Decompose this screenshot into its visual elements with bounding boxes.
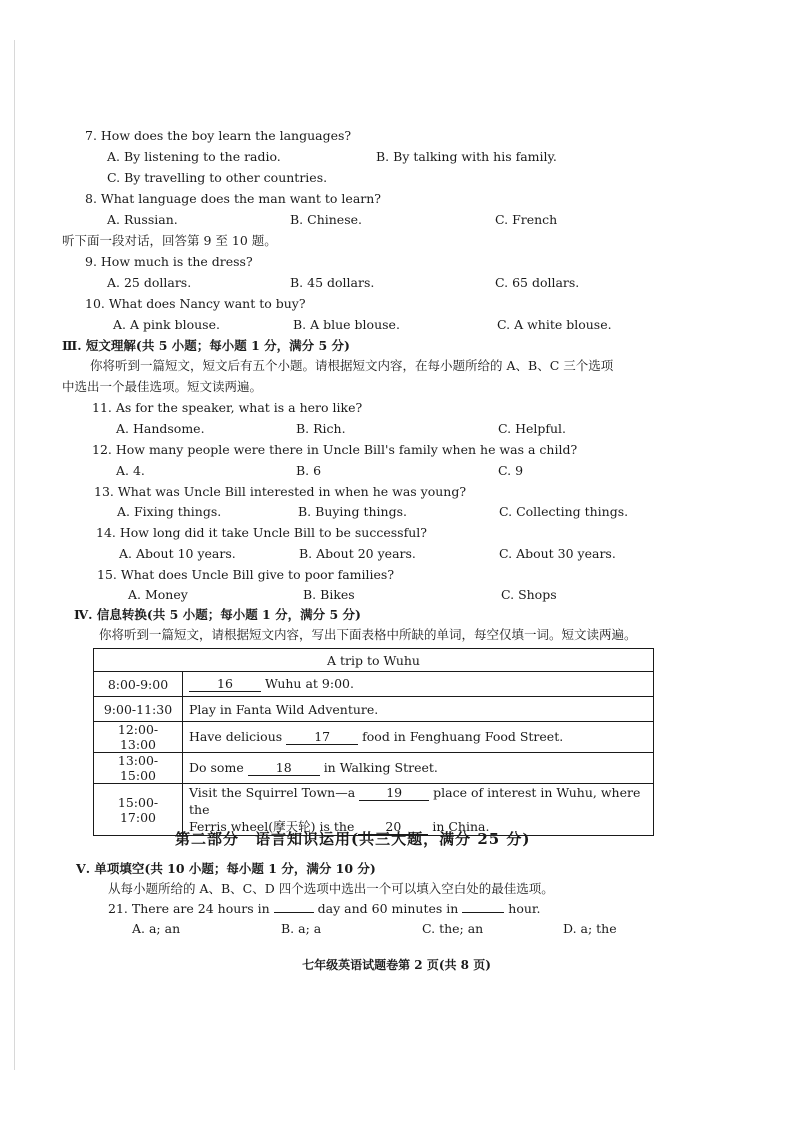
activity-text: Have delicious bbox=[189, 729, 283, 744]
answer-blank-21b[interactable] bbox=[462, 912, 504, 913]
question-13-stem: 13. What was Uncle Bill interested in when he was young? bbox=[94, 484, 467, 499]
question-12-option-a: A. 4. bbox=[116, 463, 145, 478]
question-8-option-c: C. French bbox=[495, 212, 558, 227]
part-2-heading: 第二部分 语言知识运用(共三大题，满分 25 分) bbox=[175, 830, 531, 848]
table-title: A trip to Wuhu bbox=[94, 649, 654, 672]
scan-edge-line bbox=[14, 40, 15, 1070]
answer-blank-17[interactable]: 17 bbox=[286, 730, 358, 745]
question-21-option-a: A. a; an bbox=[132, 921, 181, 936]
activity-text: Wuhu at 9:00. bbox=[264, 676, 354, 691]
activity-cell bbox=[183, 753, 654, 784]
information-table bbox=[93, 648, 654, 836]
question-21-stem-part: 21. There are 24 hours in bbox=[108, 901, 270, 916]
question-11-option-a: A. Handsome. bbox=[116, 421, 205, 436]
question-14-stem: 14. How long did it take Uncle Bill to be successful? bbox=[96, 525, 427, 540]
question-7-option-b: B. By talking with his family. bbox=[376, 149, 557, 164]
question-11-option-c: C. Helpful. bbox=[498, 421, 567, 436]
question-8-option-b: B. Chinese. bbox=[290, 212, 362, 227]
table-row bbox=[94, 722, 654, 753]
question-7-option-c: C. By travelling to other countries. bbox=[107, 170, 328, 185]
activity-text: Visit the Squirrel Town—a bbox=[189, 785, 356, 800]
question-13-option-b: B. Buying things. bbox=[298, 504, 407, 519]
question-9-option-a: A. 25 dollars. bbox=[107, 275, 192, 290]
activity-text: Ferris wheel(摩天轮) is the bbox=[189, 819, 355, 834]
activity-cell bbox=[183, 672, 654, 697]
section-5-title: Ⅴ. 单项填空(共 10 小题；每小题 1 分，满分 10 分) bbox=[76, 861, 376, 876]
question-15-stem: 15. What does Uncle Bill give to poor families? bbox=[97, 567, 395, 582]
question-21-option-c: C. the; an bbox=[422, 921, 484, 936]
question-13-option-a: A. Fixing things. bbox=[117, 504, 222, 519]
activity-text: Do some bbox=[189, 760, 244, 775]
question-12-option-b: B. 6 bbox=[296, 463, 322, 478]
question-11-stem: 11. As for the speaker, what is a hero like? bbox=[92, 400, 363, 415]
activity-text: in Walking Street. bbox=[323, 760, 438, 775]
section-3-instruction-line2: 中选出一个最佳选项。短文读两遍。 bbox=[62, 379, 263, 394]
question-10-option-b: B. A blue blouse. bbox=[293, 317, 400, 332]
time-cell: 12:00-13:00 bbox=[94, 722, 183, 753]
question-8-option-a: A. Russian. bbox=[107, 212, 178, 227]
question-14-option-a: A. About 10 years. bbox=[119, 546, 236, 561]
question-13-option-c: C. Collecting things. bbox=[499, 504, 629, 519]
activity-text: food in Fenghuang Food Street. bbox=[362, 729, 564, 744]
question-9-stem: 9. How much is the dress? bbox=[85, 254, 253, 269]
page-footer: 七年级英语试题卷第 2 页(共 8 页) bbox=[302, 958, 491, 972]
question-21-option-d: D. a; the bbox=[563, 921, 617, 936]
table-row bbox=[94, 697, 654, 722]
activity-text: place of interest in Wuhu, where the bbox=[189, 785, 641, 817]
question-21-stem bbox=[108, 901, 541, 917]
time-cell: 9:00-11:30 bbox=[94, 697, 183, 722]
activity-text: in China. bbox=[432, 819, 490, 834]
question-12-option-c: C. 9 bbox=[498, 463, 524, 478]
activity-cell: Play in Fanta Wild Adventure. bbox=[183, 697, 654, 722]
answer-blank-21a[interactable] bbox=[274, 912, 314, 913]
section-3-title: Ⅲ. 短文理解(共 5 小题；每小题 1 分，满分 5 分) bbox=[62, 338, 350, 353]
question-9-option-c: C. 65 dollars. bbox=[495, 275, 580, 290]
question-10-stem: 10. What does Nancy want to buy? bbox=[85, 296, 306, 311]
section-4-title: Ⅳ. 信息转换(共 5 小题；每小题 1 分，满分 5 分) bbox=[74, 607, 361, 622]
question-21-stem-part: day and 60 minutes in bbox=[317, 901, 459, 916]
section-3-instruction-line1: 你将听到一篇短文，短文后有五个小题。请根据短文内容，在每小题所给的 A、B、C 三个选项 bbox=[90, 358, 614, 373]
table-row bbox=[94, 672, 654, 697]
answer-blank-19[interactable]: 19 bbox=[359, 786, 429, 801]
question-21-stem-part: hour. bbox=[508, 901, 541, 916]
question-12-stem: 12. How many people were there in Uncle Bill's family when he was a child? bbox=[92, 442, 578, 457]
table-row bbox=[94, 753, 654, 784]
question-15-option-c: C. Shops bbox=[501, 587, 557, 602]
section-5-instruction: 从每小题所给的 A、B、C、D 四个选项中选出一个可以填入空白处的最佳选项。 bbox=[108, 881, 554, 896]
instruction-9-10: 听下面一段对话，回答第 9 至 10 题。 bbox=[62, 233, 277, 248]
question-10-option-a: A. A pink blouse. bbox=[113, 317, 220, 332]
time-cell: 13:00-15:00 bbox=[94, 753, 183, 784]
answer-blank-16[interactable]: 16 bbox=[189, 677, 261, 692]
question-7-option-a: A. By listening to the radio. bbox=[107, 149, 281, 164]
question-14-option-c: C. About 30 years. bbox=[499, 546, 616, 561]
time-cell: 8:00-9:00 bbox=[94, 672, 183, 697]
question-7-stem: 7. How does the boy learn the languages? bbox=[85, 128, 352, 143]
question-10-option-c: C. A white blouse. bbox=[497, 317, 612, 332]
activity-cell bbox=[183, 722, 654, 753]
answer-blank-20[interactable]: 20 bbox=[358, 820, 428, 835]
time-cell: 15:00-17:00 bbox=[94, 784, 183, 836]
question-11-option-b: B. Rich. bbox=[296, 421, 346, 436]
question-15-option-a: A. Money bbox=[128, 587, 188, 602]
question-21-option-b: B. a; a bbox=[281, 921, 322, 936]
answer-blank-18[interactable]: 18 bbox=[248, 761, 320, 776]
question-14-option-b: B. About 20 years. bbox=[299, 546, 416, 561]
question-15-option-b: B. Bikes bbox=[303, 587, 355, 602]
question-9-option-b: B. 45 dollars. bbox=[290, 275, 375, 290]
section-4-instruction: 你将听到一篇短文，请根据短文内容，写出下面表格中所缺的单词，每空仅填一词。短文读两遍。 bbox=[99, 627, 637, 642]
question-8-stem: 8. What language does the man want to learn? bbox=[85, 191, 382, 206]
